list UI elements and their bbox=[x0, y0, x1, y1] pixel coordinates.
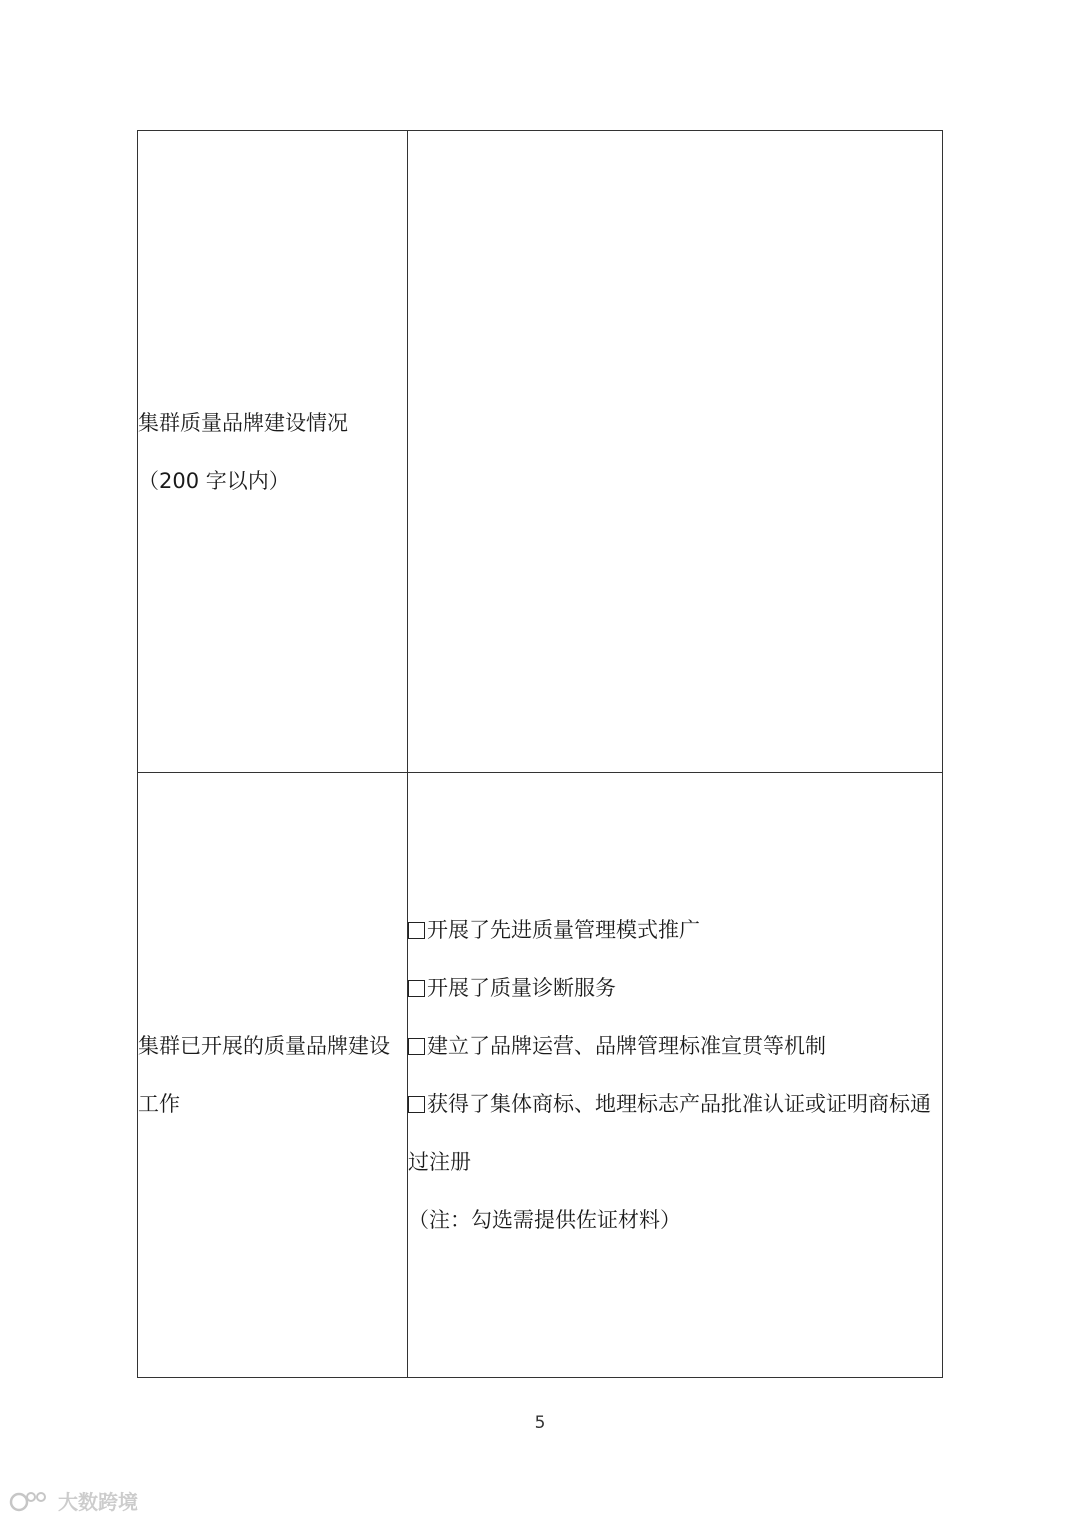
watermark bbox=[8, 1488, 148, 1516]
label-cell-quality-brand-work bbox=[138, 773, 408, 1378]
row-label-continuation: 工作 bbox=[138, 1092, 180, 1116]
application-form-table bbox=[137, 130, 943, 1378]
checkbox[interactable] bbox=[408, 922, 425, 939]
page-number: 5 bbox=[534, 1413, 546, 1433]
row-label: 集群已开展的质量品牌建设 bbox=[138, 1034, 390, 1058]
option-brand-operation-mechanism[interactable] bbox=[408, 1017, 942, 1075]
row-label: 集群质量品牌建设情况 bbox=[138, 410, 348, 435]
option-advanced-quality-management[interactable] bbox=[408, 901, 942, 959]
svg-text:大数跨境: 大数跨境 bbox=[58, 1490, 138, 1514]
row-label-hint: （200 字以内） bbox=[138, 468, 290, 493]
options-cell-quality-brand-work bbox=[408, 773, 943, 1378]
table-row bbox=[138, 773, 943, 1378]
option-label: 建立了品牌运营、品牌管理标准宣贯等机制 bbox=[427, 1034, 826, 1058]
checkbox[interactable] bbox=[408, 980, 425, 997]
option-label: 获得了集体商标、地理标志产品批准认证或证明商标通过注册 bbox=[408, 1092, 931, 1174]
option-quality-diagnosis[interactable] bbox=[408, 959, 942, 1017]
option-note: （注：勾选需提供佐证材料） bbox=[408, 1208, 681, 1232]
label-cell-quality-brand-status bbox=[138, 131, 408, 773]
checkbox[interactable] bbox=[408, 1096, 425, 1113]
option-label: 开展了先进质量管理模式推广 bbox=[427, 918, 700, 942]
input-cell-quality-brand-status[interactable] bbox=[408, 131, 943, 773]
option-label: 开展了质量诊断服务 bbox=[427, 976, 616, 1000]
option-collective-trademark[interactable] bbox=[408, 1075, 942, 1191]
checkbox[interactable] bbox=[408, 1038, 425, 1055]
brand-logo-icon bbox=[8, 1488, 148, 1516]
table-row bbox=[138, 131, 943, 773]
